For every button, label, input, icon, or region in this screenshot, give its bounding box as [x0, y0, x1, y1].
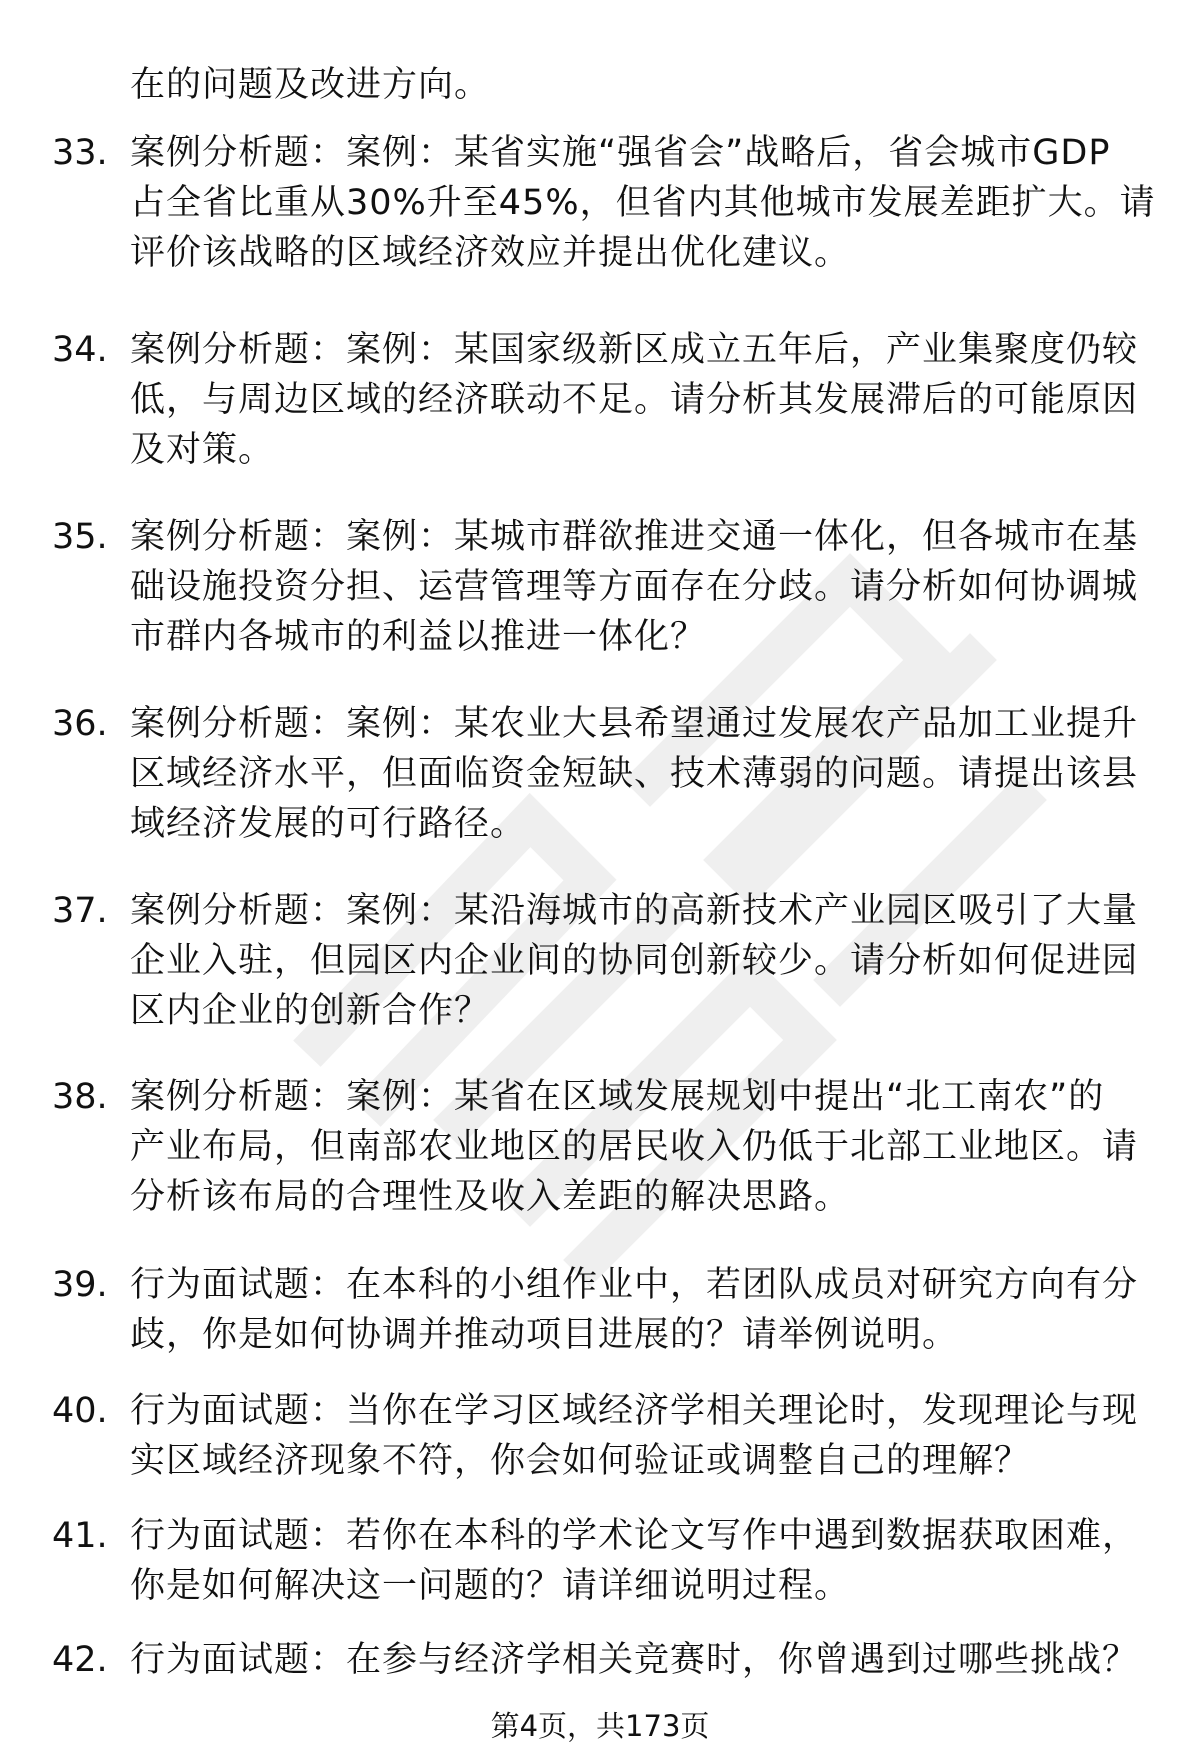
question-number: 36. — [52, 704, 108, 744]
question-text-line: 低，与周边区域的经济联动不足。请分析其发展滞后的可能原因 — [130, 380, 1139, 420]
question-number: 34. — [52, 330, 108, 370]
question-text-line: 你是如何解决这一问题的？请详细说明过程。 — [130, 1566, 851, 1606]
question-text-line: 案例分析题：案例：某城市群欲推进交通一体化，但各城市在基 — [130, 517, 1139, 557]
continued-text-line: 在的问题及改进方向。 — [130, 65, 491, 105]
question-body — [130, 325, 1155, 475]
question-text-line: 市群内各城市的利益以推进一体化？ — [130, 617, 707, 657]
question-text-line: 企业入驻，但园区内企业间的协同创新较少。请分析如何促进园 — [130, 941, 1139, 981]
question-body — [130, 1511, 1155, 1611]
question-text-line: 区内企业的创新合作？ — [130, 991, 491, 1031]
question-text-line: 及对策。 — [130, 430, 275, 470]
question-text-line: 础设施投资分担、运营管理等方面存在分歧。请分析如何协调城 — [130, 567, 1139, 607]
question-text-line: 区域经济水平，但面临资金短缺、技术薄弱的问题。请提出该县 — [130, 754, 1139, 794]
question-text-line: 行为面试题：若你在本科的学术论文写作中遇到数据获取困难， — [130, 1516, 1139, 1556]
question-text-line: 案例分析题：案例：某省实施“强省会”战略后，省会城市GDP — [130, 133, 1111, 173]
question-number: 40. — [52, 1391, 108, 1431]
question-body — [130, 1386, 1155, 1486]
question-number: 37. — [52, 891, 108, 931]
question-body — [130, 1260, 1155, 1360]
question-number: 38. — [52, 1077, 108, 1117]
question-body — [130, 1072, 1155, 1222]
question-number: 33. — [52, 133, 108, 173]
question-text-line: 产业布局，但南部农业地区的居民收入仍低于北部工业地区。请 — [130, 1127, 1139, 1167]
question-number: 41. — [52, 1516, 108, 1556]
question-number: 42. — [52, 1640, 108, 1680]
question-text-line: 行为面试题：当你在学习区域经济学相关理论时，发现理论与现 — [130, 1391, 1139, 1431]
question-text-line: 行为面试题：在参与经济学相关竞赛时，你曾遇到过哪些挑战？ — [130, 1640, 1139, 1680]
question-body — [130, 886, 1155, 1036]
question-text-line: 评价该战略的区域经济效应并提出优化建议。 — [130, 233, 851, 273]
question-text-line: 分析该布局的合理性及收入差距的解决思路。 — [130, 1177, 851, 1217]
question-body — [130, 699, 1155, 849]
question-text-line: 案例分析题：案例：某国家级新区成立五年后，产业集聚度仍较 — [130, 330, 1139, 370]
question-text-line: 行为面试题：在本科的小组作业中，若团队成员对研究方向有分 — [130, 1265, 1139, 1305]
question-text-line: 占全省比重从30%升至45%，但省内其他城市发展差距扩大。请 — [130, 183, 1156, 223]
question-number: 35. — [52, 517, 108, 557]
question-body — [130, 512, 1155, 662]
question-text-line: 实区域经济现象不符，你会如何验证或调整自己的理解？ — [130, 1441, 1031, 1481]
question-text-line: 案例分析题：案例：某沿海城市的高新技术产业园区吸引了大量 — [130, 891, 1139, 931]
question-body — [130, 1635, 1155, 1685]
question-number: 39. — [52, 1265, 108, 1305]
question-text-line: 域经济发展的可行路径。 — [130, 804, 527, 844]
question-text-line: 案例分析题：案例：某农业大县希望通过发展农产品加工业提升 — [130, 704, 1139, 744]
question-text-line: 案例分析题：案例：某省在区域发展规划中提出“北工南农”的 — [130, 1077, 1105, 1117]
question-text-line: 歧，你是如何协调并推动项目进展的？请举例说明。 — [130, 1315, 959, 1355]
question-body — [130, 128, 1155, 278]
page-number-footer: 第4页，共173页 — [490, 1709, 710, 1743]
